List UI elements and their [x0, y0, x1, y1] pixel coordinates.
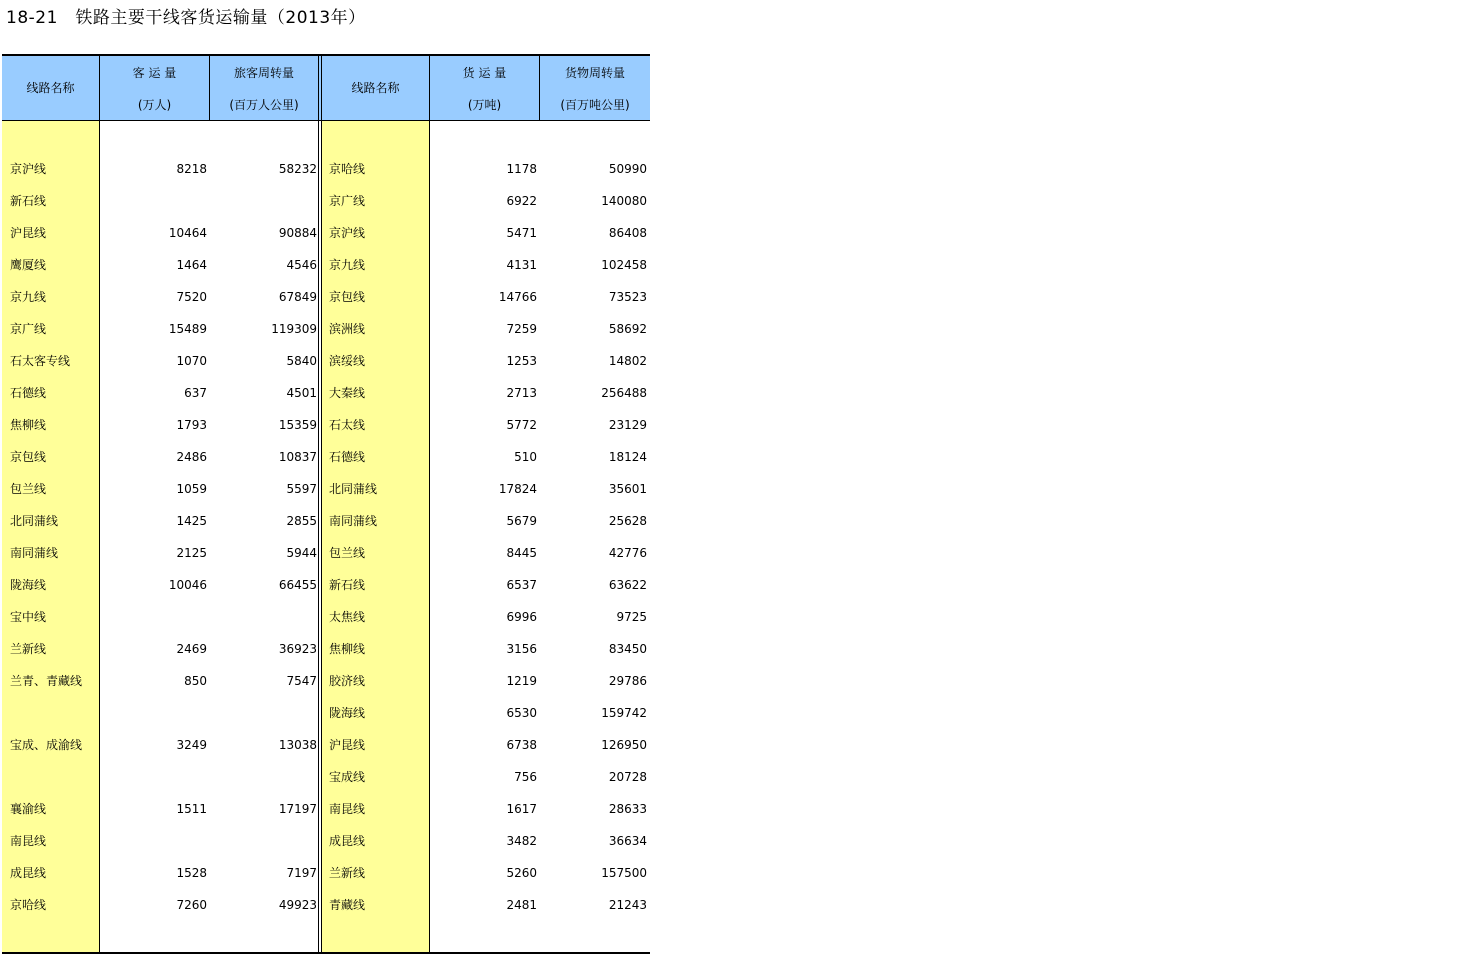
- freight-turnover: 9725: [616, 610, 647, 624]
- passenger-line-name: 京广线: [10, 322, 47, 336]
- passenger-turnover: 7547: [286, 674, 317, 688]
- passenger-volume: 850: [184, 674, 207, 688]
- passenger-volume: 10464: [168, 226, 207, 240]
- freight-turnover: 36634: [608, 834, 647, 848]
- passenger-turnover: 15359: [278, 418, 317, 432]
- passenger-volume: 1059: [176, 482, 207, 496]
- passenger-turnover: 2855: [286, 514, 317, 528]
- railway-table: [2, 54, 650, 954]
- freight-line-name: 京九线: [329, 258, 366, 272]
- freight-line-name: 南同蒲线: [329, 514, 378, 528]
- passenger-volume: 1464: [176, 258, 207, 272]
- passenger-volume: 2469: [176, 642, 207, 656]
- header-freight-turnover-unit: (百万吨公里): [560, 98, 630, 112]
- freight-line-name: 宝成线: [329, 770, 366, 784]
- passenger-volume: 7520: [176, 290, 207, 304]
- freight-line-name: 焦柳线: [329, 642, 366, 656]
- passenger-turnover: 4546: [286, 258, 317, 272]
- passenger-volume: 1528: [176, 866, 207, 880]
- passenger-volume: 1793: [176, 418, 207, 432]
- passenger-turnover: 58232: [278, 162, 317, 176]
- freight-line-name: 新石线: [329, 578, 366, 592]
- freight-line-name: 陇海线: [329, 706, 366, 720]
- freight-volume: 6922: [506, 194, 537, 208]
- freight-line-name: 滨洲线: [329, 322, 366, 336]
- freight-turnover: 58692: [608, 322, 647, 336]
- freight-volume: 4131: [506, 258, 537, 272]
- freight-turnover: 159742: [601, 706, 647, 720]
- divider-after-freight-name: [429, 56, 430, 952]
- passenger-turnover: 36923: [278, 642, 317, 656]
- freight-volume: 5260: [506, 866, 537, 880]
- passenger-line-name: 石太客专线: [10, 354, 71, 368]
- passenger-volume: 1511: [176, 802, 207, 816]
- passenger-volume: 2125: [176, 546, 207, 560]
- passenger-turnover: 4501: [286, 386, 317, 400]
- passenger-volume: 1425: [176, 514, 207, 528]
- passenger-turnover: 17197: [278, 802, 317, 816]
- freight-volume: 1617: [506, 802, 537, 816]
- freight-volume: 6996: [506, 610, 537, 624]
- passenger-turnover: 5597: [286, 482, 317, 496]
- passenger-turnover: 10837: [278, 450, 317, 464]
- passenger-line-name: 焦柳线: [10, 418, 47, 432]
- freight-line-name: 南昆线: [329, 802, 366, 816]
- freight-line-name: 包兰线: [329, 546, 366, 560]
- passenger-line-name: 京九线: [10, 290, 47, 304]
- freight-line-name: 青藏线: [329, 898, 366, 912]
- freight-volume: 14766: [498, 290, 537, 304]
- passenger-name-column-bg: [2, 120, 99, 952]
- freight-line-name: 大秦线: [329, 386, 366, 400]
- freight-volume: 756: [514, 770, 537, 784]
- freight-turnover: 21243: [608, 898, 647, 912]
- passenger-volume: 3249: [176, 738, 207, 752]
- freight-line-name: 石德线: [329, 450, 366, 464]
- passenger-line-name: 北同蒲线: [10, 514, 59, 528]
- freight-turnover: 157500: [601, 866, 647, 880]
- passenger-turnover: 7197: [286, 866, 317, 880]
- passenger-volume: 7260: [176, 898, 207, 912]
- passenger-line-name: 兰新线: [10, 642, 47, 656]
- freight-turnover: 42776: [608, 546, 647, 560]
- freight-volume: 5772: [506, 418, 537, 432]
- passenger-line-name: 京哈线: [10, 898, 47, 912]
- passenger-line-name: 宝成、成渝线: [10, 738, 83, 752]
- passenger-line-name: 包兰线: [10, 482, 47, 496]
- header-freight-line-name: 线路名称: [351, 81, 400, 95]
- passenger-turnover: 67849: [278, 290, 317, 304]
- freight-volume: 17824: [498, 482, 537, 496]
- header-passenger-turnover: 旅客周转量: [233, 66, 294, 80]
- freight-volume: 7259: [506, 322, 537, 336]
- freight-turnover: 140080: [601, 194, 647, 208]
- passenger-volume: 8218: [176, 162, 207, 176]
- header-freight-turnover: 货物周转量: [564, 66, 625, 80]
- freight-turnover: 126950: [601, 738, 647, 752]
- passenger-volume: 10046: [168, 578, 207, 592]
- passenger-line-name: 襄渝线: [10, 802, 47, 816]
- freight-volume: 510: [514, 450, 537, 464]
- passenger-turnover: 90884: [278, 226, 317, 240]
- freight-name-column-bg: [322, 120, 429, 952]
- freight-volume: 5679: [506, 514, 537, 528]
- freight-volume: 1253: [506, 354, 537, 368]
- header-passenger-turnover-unit: (百万人公里): [229, 98, 299, 112]
- passenger-line-name: 南昆线: [10, 834, 47, 848]
- header-passenger-volume: 客 运 量: [132, 66, 177, 80]
- passenger-volume: 15489: [168, 322, 207, 336]
- passenger-volume: 2486: [176, 450, 207, 464]
- passenger-line-name: 南同蒲线: [10, 546, 59, 560]
- freight-line-name: 石太线: [329, 418, 366, 432]
- freight-turnover: 256488: [601, 386, 647, 400]
- freight-turnover: 83450: [608, 642, 647, 656]
- freight-turnover: 25628: [608, 514, 647, 528]
- freight-volume: 6738: [506, 738, 537, 752]
- passenger-turnover: 5944: [286, 546, 317, 560]
- page-title: 18-21 铁路主要干线客货运输量（2013年）: [6, 8, 366, 28]
- freight-line-name: 京沪线: [329, 226, 366, 240]
- freight-turnover: 50990: [608, 162, 647, 176]
- freight-volume: 2713: [506, 386, 537, 400]
- freight-line-name: 北同蒲线: [329, 482, 378, 496]
- divider-section-left: [318, 56, 319, 952]
- freight-volume: 1219: [506, 674, 537, 688]
- freight-turnover: 86408: [608, 226, 647, 240]
- passenger-turnover: 119309: [271, 322, 317, 336]
- header-freight-volume: 货 运 量: [462, 66, 507, 80]
- passenger-line-name: 石德线: [10, 386, 47, 400]
- header-passenger-volume-unit: (万人): [137, 98, 172, 112]
- freight-volume: 3156: [506, 642, 537, 656]
- passenger-volume: 1070: [176, 354, 207, 368]
- freight-turnover: 63622: [608, 578, 647, 592]
- passenger-line-name: 鹰厦线: [10, 258, 47, 272]
- header-passenger-line-name: 线路名称: [26, 81, 75, 95]
- freight-turnover: 29786: [608, 674, 647, 688]
- passenger-turnover: 49923: [278, 898, 317, 912]
- freight-line-name: 京广线: [329, 194, 366, 208]
- passenger-line-name: 沪昆线: [10, 226, 47, 240]
- freight-volume: 6537: [506, 578, 537, 592]
- passenger-turnover: 66455: [278, 578, 317, 592]
- passenger-turnover: 13038: [278, 738, 317, 752]
- freight-line-name: 兰新线: [329, 866, 366, 880]
- freight-turnover: 20728: [608, 770, 647, 784]
- passenger-line-name: 兰青、青藏线: [10, 674, 83, 688]
- freight-line-name: 京包线: [329, 290, 366, 304]
- passenger-line-name: 成昆线: [10, 866, 47, 880]
- freight-turnover: 18124: [608, 450, 647, 464]
- freight-line-name: 成昆线: [329, 834, 366, 848]
- freight-volume: 6530: [506, 706, 537, 720]
- freight-volume: 1178: [506, 162, 537, 176]
- header-freight-volume-unit: (万吨): [467, 98, 502, 112]
- passenger-line-name: 新石线: [10, 194, 47, 208]
- freight-turnover: 102458: [601, 258, 647, 272]
- freight-turnover: 28633: [608, 802, 647, 816]
- freight-turnover: 14802: [608, 354, 647, 368]
- freight-turnover: 23129: [608, 418, 647, 432]
- divider-after-passenger-name: [99, 56, 100, 952]
- freight-line-name: 太焦线: [329, 610, 366, 624]
- freight-line-name: 沪昆线: [329, 738, 366, 752]
- passenger-line-name: 陇海线: [10, 578, 47, 592]
- freight-volume: 2481: [506, 898, 537, 912]
- passenger-line-name: 京沪线: [10, 162, 47, 176]
- freight-turnover: 35601: [608, 482, 647, 496]
- freight-volume: 5471: [506, 226, 537, 240]
- passenger-volume: 637: [184, 386, 207, 400]
- passenger-line-name: 宝中线: [10, 610, 47, 624]
- freight-volume: 3482: [506, 834, 537, 848]
- divider-section-right: [321, 56, 322, 952]
- freight-turnover: 73523: [608, 290, 647, 304]
- freight-volume: 8445: [506, 546, 537, 560]
- freight-line-name: 滨绥线: [329, 354, 366, 368]
- freight-line-name: 京哈线: [329, 162, 366, 176]
- passenger-line-name: 京包线: [10, 450, 47, 464]
- freight-line-name: 胶济线: [329, 674, 366, 688]
- passenger-turnover: 5840: [286, 354, 317, 368]
